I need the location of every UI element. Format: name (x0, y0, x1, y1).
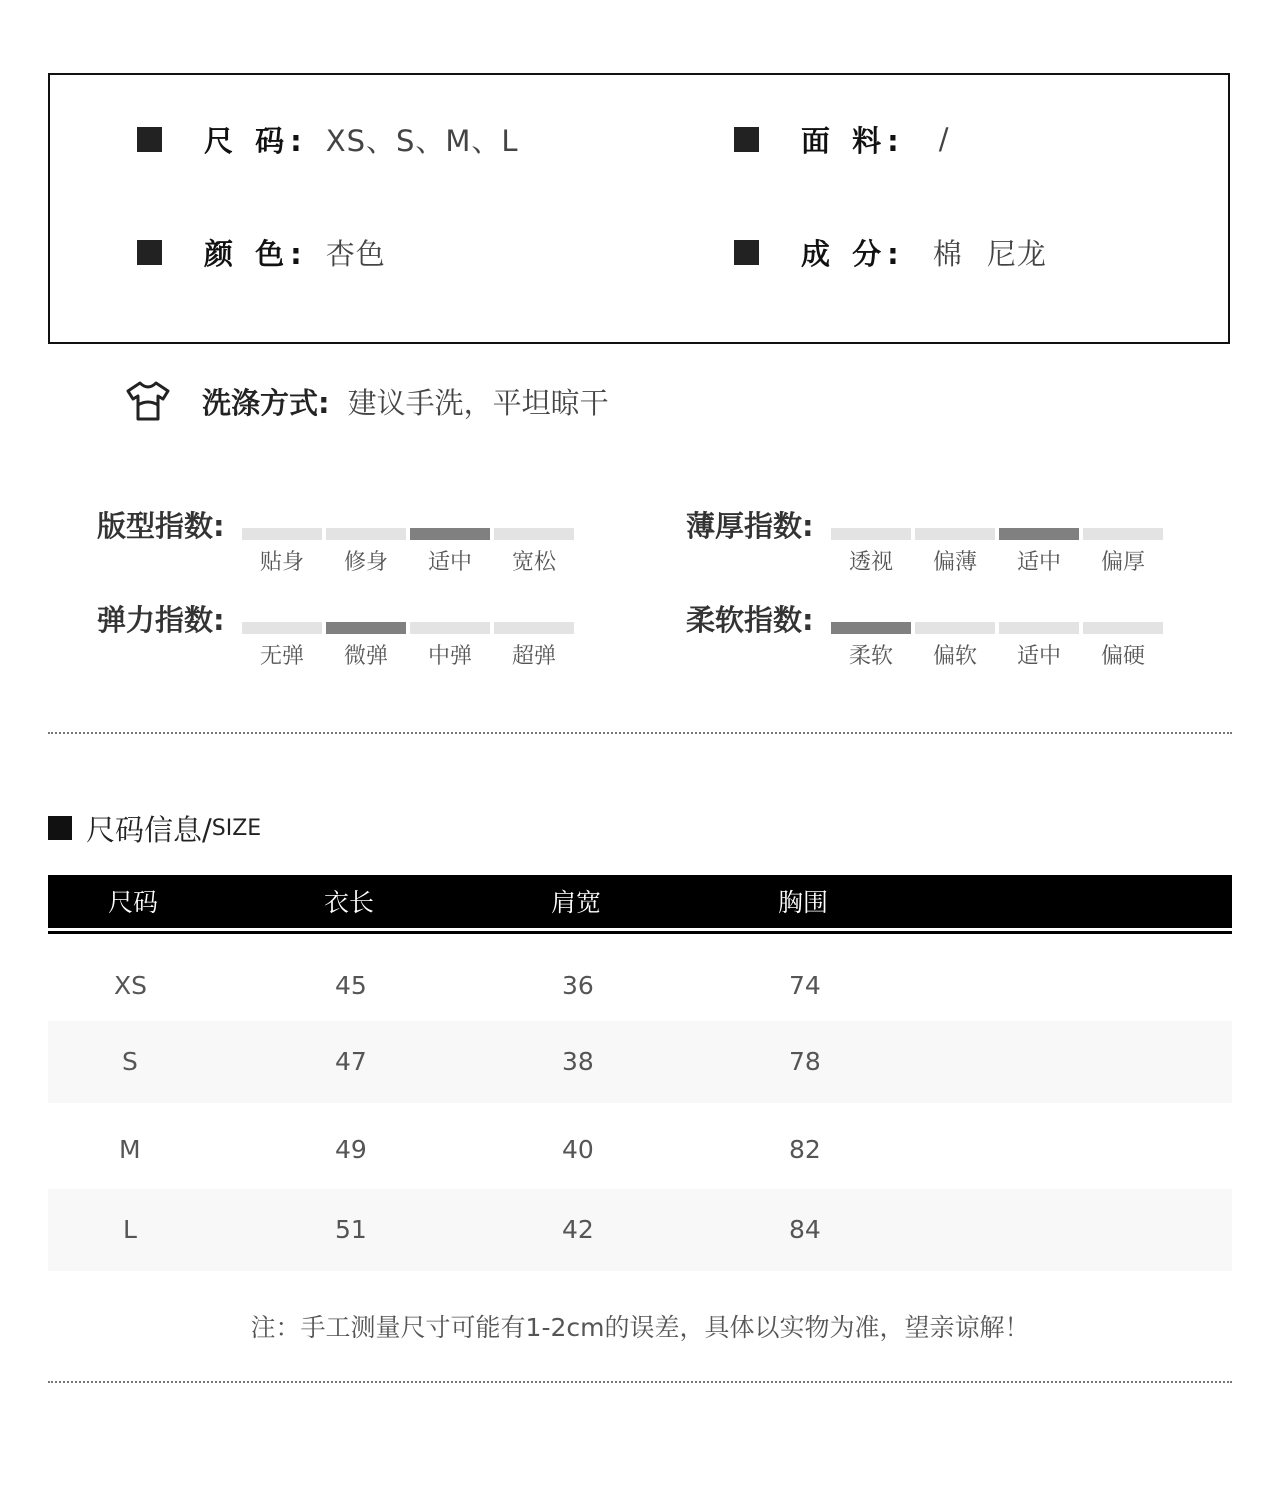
table-cell-chest: 78 (789, 1047, 821, 1076)
wash-instruction (124, 376, 609, 426)
table-header-shoulder: 肩宽 (551, 888, 602, 917)
index-softness-label: 柔软指数: (686, 603, 814, 637)
table-cell-shoulder: 38 (562, 1047, 594, 1076)
index-bar (242, 528, 322, 540)
index-option: 透视 (848, 550, 893, 575)
table-cell-size: XS (114, 971, 147, 1000)
table-cell-chest: 82 (789, 1135, 821, 1164)
index-option: 超弹 (511, 644, 556, 669)
index-elasticity-label: 弹力指数: (97, 603, 225, 637)
table-cell-size: S (122, 1047, 138, 1076)
measurement-note: 注：手工测量尺寸可能有1-2cm的误差，具体以实物为准，望亲谅解！ (250, 1313, 1030, 1342)
index-bar (831, 528, 911, 540)
index-option: 偏厚 (1100, 550, 1145, 575)
index-option: 柔软 (848, 644, 893, 669)
index-thickness-label: 薄厚指数: (686, 509, 814, 543)
table-cell-shoulder: 42 (562, 1215, 594, 1244)
index-bar (494, 622, 574, 634)
index-fit-label: 版型指数: (97, 509, 225, 543)
attr-fabric-value: / (938, 122, 950, 156)
index-bar (915, 528, 995, 540)
table-header-size: 尺码 (108, 888, 159, 917)
index-bar (999, 622, 1079, 634)
product-info-box (48, 73, 1230, 344)
table-cell-size: M (119, 1135, 141, 1164)
table-header-chest: 胸围 (778, 888, 829, 917)
index-bar (410, 622, 490, 634)
table-row (48, 1189, 1232, 1271)
index-bar (831, 622, 911, 634)
index-option: 无弹 (259, 644, 304, 669)
index-option: 偏软 (932, 644, 977, 669)
table-cell-length: 49 (335, 1135, 367, 1164)
index-option: 贴身 (259, 550, 304, 575)
attr-fabric-label: 面 料: (801, 123, 905, 158)
table-cell-length: 45 (335, 971, 367, 1000)
index-bar (410, 528, 490, 540)
size-table-header (48, 875, 1232, 928)
attr-color-label: 颜 色: (204, 236, 308, 271)
wash-value: 建议手洗，平坦晾干 (347, 385, 609, 420)
table-cell-chest: 74 (789, 971, 821, 1000)
table-header-length: 衣长 (324, 888, 375, 917)
index-bar (326, 528, 406, 540)
attr-size-label: 尺 码: (204, 123, 308, 158)
wash-label: 洗涤方式: (202, 385, 330, 420)
index-option: 中弹 (427, 644, 472, 669)
index-option: 修身 (343, 550, 388, 575)
index-option: 适中 (1016, 550, 1061, 575)
bullet-square-icon (734, 240, 759, 265)
index-bar (326, 622, 406, 634)
index-option: 适中 (1016, 644, 1061, 669)
index-bar (494, 528, 574, 540)
index-bar (999, 528, 1079, 540)
table-cell-length: 51 (335, 1215, 367, 1244)
table-cell-size: L (123, 1215, 137, 1244)
table-cell-shoulder: 40 (562, 1135, 594, 1164)
table-row (48, 1021, 1232, 1103)
table-row (48, 1109, 1232, 1191)
index-option: 适中 (427, 550, 472, 575)
index-option: 偏硬 (1100, 644, 1145, 669)
index-option: 偏薄 (932, 550, 977, 575)
bullet-square-icon (48, 816, 72, 840)
attr-fabric (734, 119, 949, 159)
table-row (48, 945, 1232, 1027)
index-option: 宽松 (511, 550, 556, 575)
bullet-square-icon (137, 127, 162, 152)
divider (48, 732, 1232, 734)
index-bar (1083, 528, 1163, 540)
index-bar (1083, 622, 1163, 634)
index-bar (915, 622, 995, 634)
bullet-square-icon (137, 240, 162, 265)
tshirt-icon (124, 379, 172, 423)
attr-composition-label: 成 分: (801, 236, 905, 271)
table-header-underline (48, 931, 1232, 934)
attr-color (137, 232, 386, 272)
table-cell-length: 47 (335, 1047, 367, 1076)
size-info-title-cn: 尺码信息/ (86, 812, 212, 847)
attr-size-value: XS、S、M、L (325, 123, 519, 158)
attr-color-value: 杏色 (325, 236, 386, 271)
index-bar (242, 622, 322, 634)
attr-composition-value: 棉 尼龙 (932, 236, 1047, 271)
size-info-title (48, 810, 261, 846)
bullet-square-icon (734, 127, 759, 152)
table-cell-chest: 84 (789, 1215, 821, 1244)
divider (48, 1381, 1232, 1383)
attr-composition (734, 232, 1047, 272)
table-cell-shoulder: 36 (562, 971, 594, 1000)
size-info-title-en: SIZE (211, 815, 262, 841)
index-option: 微弹 (343, 644, 388, 669)
attr-size (137, 119, 519, 159)
